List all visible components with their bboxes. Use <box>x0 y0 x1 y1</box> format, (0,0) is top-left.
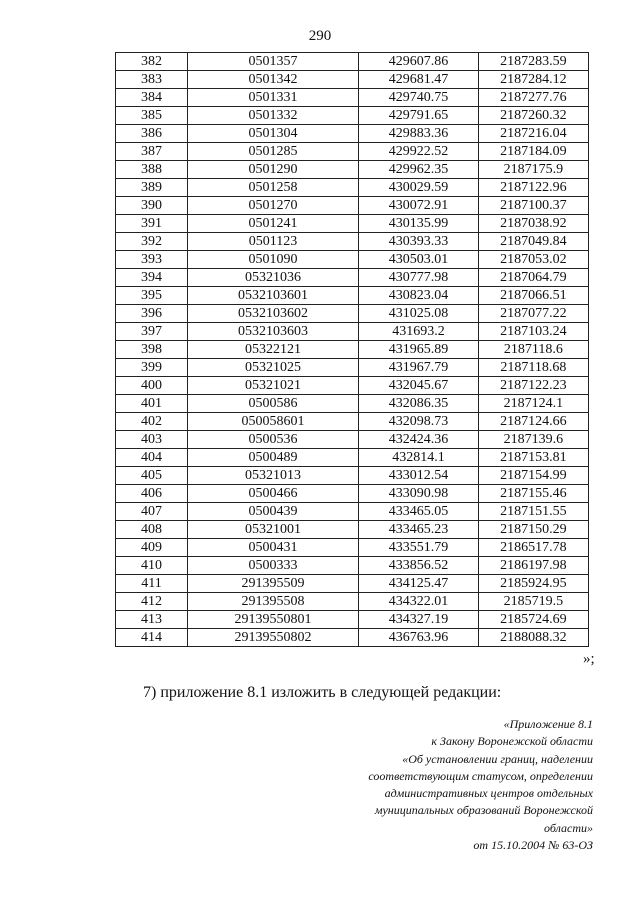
point-number-cell: 388 <box>116 161 188 179</box>
point-number-cell: 399 <box>116 359 188 377</box>
y-coordinate-cell: 2187139.6 <box>478 431 588 449</box>
point-number-cell: 400 <box>116 377 188 395</box>
y-coordinate-cell: 2185724.69 <box>478 611 588 629</box>
x-coordinate-cell: 430823.04 <box>359 287 479 305</box>
point-code-cell: 0501090 <box>187 251 358 269</box>
x-coordinate-cell: 433012.54 <box>359 467 479 485</box>
point-code-cell: 0500586 <box>187 395 358 413</box>
coordinates-table-body <box>116 53 589 647</box>
point-number-cell: 385 <box>116 107 188 125</box>
point-number-cell: 386 <box>116 125 188 143</box>
annex-line: «Приложение 8.1 <box>503 717 593 731</box>
y-coordinate-cell: 2187184.09 <box>478 143 588 161</box>
point-code-cell: 05321013 <box>187 467 358 485</box>
y-coordinate-cell: 2186517.78 <box>478 539 588 557</box>
x-coordinate-cell: 434322.01 <box>359 593 479 611</box>
table-row <box>116 125 589 143</box>
table-row <box>116 503 589 521</box>
y-coordinate-cell: 2185924.95 <box>478 575 588 593</box>
point-number-cell: 384 <box>116 89 188 107</box>
point-number-cell: 409 <box>116 539 188 557</box>
y-coordinate-cell: 2187118.6 <box>478 341 588 359</box>
x-coordinate-cell: 431693.2 <box>359 323 479 341</box>
x-coordinate-cell: 429922.52 <box>359 143 479 161</box>
point-number-cell: 382 <box>116 53 188 71</box>
x-coordinate-cell: 433465.05 <box>359 503 479 521</box>
point-code-cell: 0500489 <box>187 449 358 467</box>
point-code-cell: 0501241 <box>187 215 358 233</box>
point-code-cell: 0501342 <box>187 71 358 89</box>
point-number-cell: 407 <box>116 503 188 521</box>
table-row <box>116 377 589 395</box>
x-coordinate-cell: 432814.1 <box>359 449 479 467</box>
x-coordinate-cell: 430503.01 <box>359 251 479 269</box>
x-coordinate-cell: 430029.59 <box>359 179 479 197</box>
y-coordinate-cell: 2187155.46 <box>478 485 588 503</box>
table-row <box>116 395 589 413</box>
point-code-cell: 0500333 <box>187 557 358 575</box>
x-coordinate-cell: 431967.79 <box>359 359 479 377</box>
point-code-cell: 0500431 <box>187 539 358 557</box>
y-coordinate-cell: 2187100.37 <box>478 197 588 215</box>
y-coordinate-cell: 2187124.66 <box>478 413 588 431</box>
table-row <box>116 53 589 71</box>
x-coordinate-cell: 432086.35 <box>359 395 479 413</box>
y-coordinate-cell: 2187153.81 <box>478 449 588 467</box>
point-number-cell: 389 <box>116 179 188 197</box>
table-row <box>116 71 589 89</box>
y-coordinate-cell: 2187260.32 <box>478 107 588 125</box>
y-coordinate-cell: 2187151.55 <box>478 503 588 521</box>
annex-line: соответствующим статусом, определении <box>368 768 593 783</box>
table-row <box>116 521 589 539</box>
point-code-cell: 050058601 <box>187 413 358 431</box>
point-number-cell: 392 <box>116 233 188 251</box>
point-number-cell: 396 <box>116 305 188 323</box>
point-number-cell: 393 <box>116 251 188 269</box>
x-coordinate-cell: 429791.65 <box>359 107 479 125</box>
annex-line: от 15.10.2004 № 63-ОЗ <box>473 838 593 853</box>
point-number-cell: 387 <box>116 143 188 161</box>
point-number-cell: 391 <box>116 215 188 233</box>
y-coordinate-cell: 2187049.84 <box>478 233 588 251</box>
x-coordinate-cell: 433551.79 <box>359 539 479 557</box>
point-code-cell: 0500536 <box>187 431 358 449</box>
table-row <box>116 179 589 197</box>
y-coordinate-cell: 2186197.98 <box>478 557 588 575</box>
y-coordinate-cell: 2187064.79 <box>478 269 588 287</box>
point-code-cell: 29139550802 <box>187 629 358 647</box>
point-number-cell: 402 <box>116 413 188 431</box>
table-row <box>116 269 589 287</box>
point-code-cell: 05321001 <box>187 521 358 539</box>
annex-line: «Об установлении границ, наделении <box>402 751 593 766</box>
point-number-cell: 410 <box>116 557 188 575</box>
table-row <box>116 449 589 467</box>
y-coordinate-cell: 2187118.68 <box>478 359 588 377</box>
table-row <box>116 359 589 377</box>
point-code-cell: 0500439 <box>187 503 358 521</box>
x-coordinate-cell: 429740.75 <box>359 89 479 107</box>
table-row <box>116 431 589 449</box>
point-code-cell: 0501258 <box>187 179 358 197</box>
point-code-cell: 05321021 <box>187 377 358 395</box>
y-coordinate-cell: 2185719.5 <box>478 593 588 611</box>
y-coordinate-cell: 2187216.04 <box>478 125 588 143</box>
amendment-instruction: 7) приложение 8.1 изложить в следующей редакции: <box>143 684 502 701</box>
point-code-cell: 0532103601 <box>187 287 358 305</box>
point-code-cell: 0501357 <box>187 53 358 71</box>
y-coordinate-cell: 2187103.24 <box>478 323 588 341</box>
coordinates-table <box>115 52 589 647</box>
y-coordinate-cell: 2187150.29 <box>478 521 588 539</box>
table-row <box>116 251 589 269</box>
y-coordinate-cell: 2187175.9 <box>478 161 588 179</box>
y-coordinate-cell: 2187077.22 <box>478 305 588 323</box>
annex-line: к Закону Воронежской области <box>431 734 593 749</box>
point-code-cell: 0501270 <box>187 197 358 215</box>
point-number-cell: 397 <box>116 323 188 341</box>
point-code-cell: 05321025 <box>187 359 358 377</box>
x-coordinate-cell: 434327.19 <box>359 611 479 629</box>
x-coordinate-cell: 429607.86 <box>359 53 479 71</box>
point-code-cell: 291395509 <box>187 575 358 593</box>
y-coordinate-cell: 2187038.92 <box>478 215 588 233</box>
point-number-cell: 408 <box>116 521 188 539</box>
table-row <box>116 89 589 107</box>
x-coordinate-cell: 431965.89 <box>359 341 479 359</box>
point-number-cell: 412 <box>116 593 188 611</box>
annex-line: муниципальных образований Воронежской <box>374 803 593 818</box>
table-row <box>116 539 589 557</box>
point-code-cell: 29139550801 <box>187 611 358 629</box>
table-row <box>116 107 589 125</box>
annex-line: административных центров отдельных <box>384 786 593 801</box>
table-row <box>116 197 589 215</box>
point-number-cell: 401 <box>116 395 188 413</box>
closing-quote-mark: »; <box>583 651 595 667</box>
point-number-cell: 406 <box>116 485 188 503</box>
point-number-cell: 398 <box>116 341 188 359</box>
y-coordinate-cell: 2187066.51 <box>478 287 588 305</box>
table-row <box>116 629 589 647</box>
table-row <box>116 161 589 179</box>
table-row <box>116 593 589 611</box>
point-number-cell: 411 <box>116 575 188 593</box>
x-coordinate-cell: 430393.33 <box>359 233 479 251</box>
table-row <box>116 341 589 359</box>
point-number-cell: 404 <box>116 449 188 467</box>
page-number: 290 <box>308 28 332 44</box>
x-coordinate-cell: 433856.52 <box>359 557 479 575</box>
table-row <box>116 575 589 593</box>
annex-line: области» <box>544 820 593 835</box>
x-coordinate-cell: 433090.98 <box>359 485 479 503</box>
table-row <box>116 143 589 161</box>
table-row <box>116 305 589 323</box>
y-coordinate-cell: 2187122.96 <box>478 179 588 197</box>
x-coordinate-cell: 432424.36 <box>359 431 479 449</box>
y-coordinate-cell: 2187053.02 <box>478 251 588 269</box>
y-coordinate-cell: 2187284.12 <box>478 71 588 89</box>
table-row <box>116 557 589 575</box>
x-coordinate-cell: 430777.98 <box>359 269 479 287</box>
point-code-cell: 0501123 <box>187 233 358 251</box>
point-number-cell: 403 <box>116 431 188 449</box>
x-coordinate-cell: 432045.67 <box>359 377 479 395</box>
x-coordinate-cell: 429962.35 <box>359 161 479 179</box>
point-code-cell: 0501332 <box>187 107 358 125</box>
point-code-cell: 05321036 <box>187 269 358 287</box>
x-coordinate-cell: 429681.47 <box>359 71 479 89</box>
table-row <box>116 215 589 233</box>
table-row <box>116 485 589 503</box>
point-code-cell: 0532103602 <box>187 305 358 323</box>
point-number-cell: 383 <box>116 71 188 89</box>
point-number-cell: 414 <box>116 629 188 647</box>
x-coordinate-cell: 433465.23 <box>359 521 479 539</box>
table-row <box>116 323 589 341</box>
y-coordinate-cell: 2188088.32 <box>478 629 588 647</box>
x-coordinate-cell: 431025.08 <box>359 305 479 323</box>
point-code-cell: 0532103603 <box>187 323 358 341</box>
point-number-cell: 405 <box>116 467 188 485</box>
point-code-cell: 0500466 <box>187 485 358 503</box>
table-row <box>116 611 589 629</box>
point-code-cell: 0501304 <box>187 125 358 143</box>
y-coordinate-cell: 2187277.76 <box>478 89 588 107</box>
y-coordinate-cell: 2187122.23 <box>478 377 588 395</box>
point-code-cell: 0501285 <box>187 143 358 161</box>
table-row <box>116 287 589 305</box>
annex-header <box>293 716 593 854</box>
x-coordinate-cell: 429883.36 <box>359 125 479 143</box>
point-code-cell: 291395508 <box>187 593 358 611</box>
table-row <box>116 233 589 251</box>
x-coordinate-cell: 432098.73 <box>359 413 479 431</box>
point-number-cell: 395 <box>116 287 188 305</box>
point-code-cell: 0501331 <box>187 89 358 107</box>
point-number-cell: 390 <box>116 197 188 215</box>
point-code-cell: 05322121 <box>187 341 358 359</box>
table-row <box>116 467 589 485</box>
point-code-cell: 0501290 <box>187 161 358 179</box>
y-coordinate-cell: 2187154.99 <box>478 467 588 485</box>
x-coordinate-cell: 430072.91 <box>359 197 479 215</box>
y-coordinate-cell: 2187124.1 <box>478 395 588 413</box>
x-coordinate-cell: 436763.96 <box>359 629 479 647</box>
x-coordinate-cell: 430135.99 <box>359 215 479 233</box>
table-row <box>116 413 589 431</box>
point-number-cell: 413 <box>116 611 188 629</box>
point-number-cell: 394 <box>116 269 188 287</box>
x-coordinate-cell: 434125.47 <box>359 575 479 593</box>
y-coordinate-cell: 2187283.59 <box>478 53 588 71</box>
